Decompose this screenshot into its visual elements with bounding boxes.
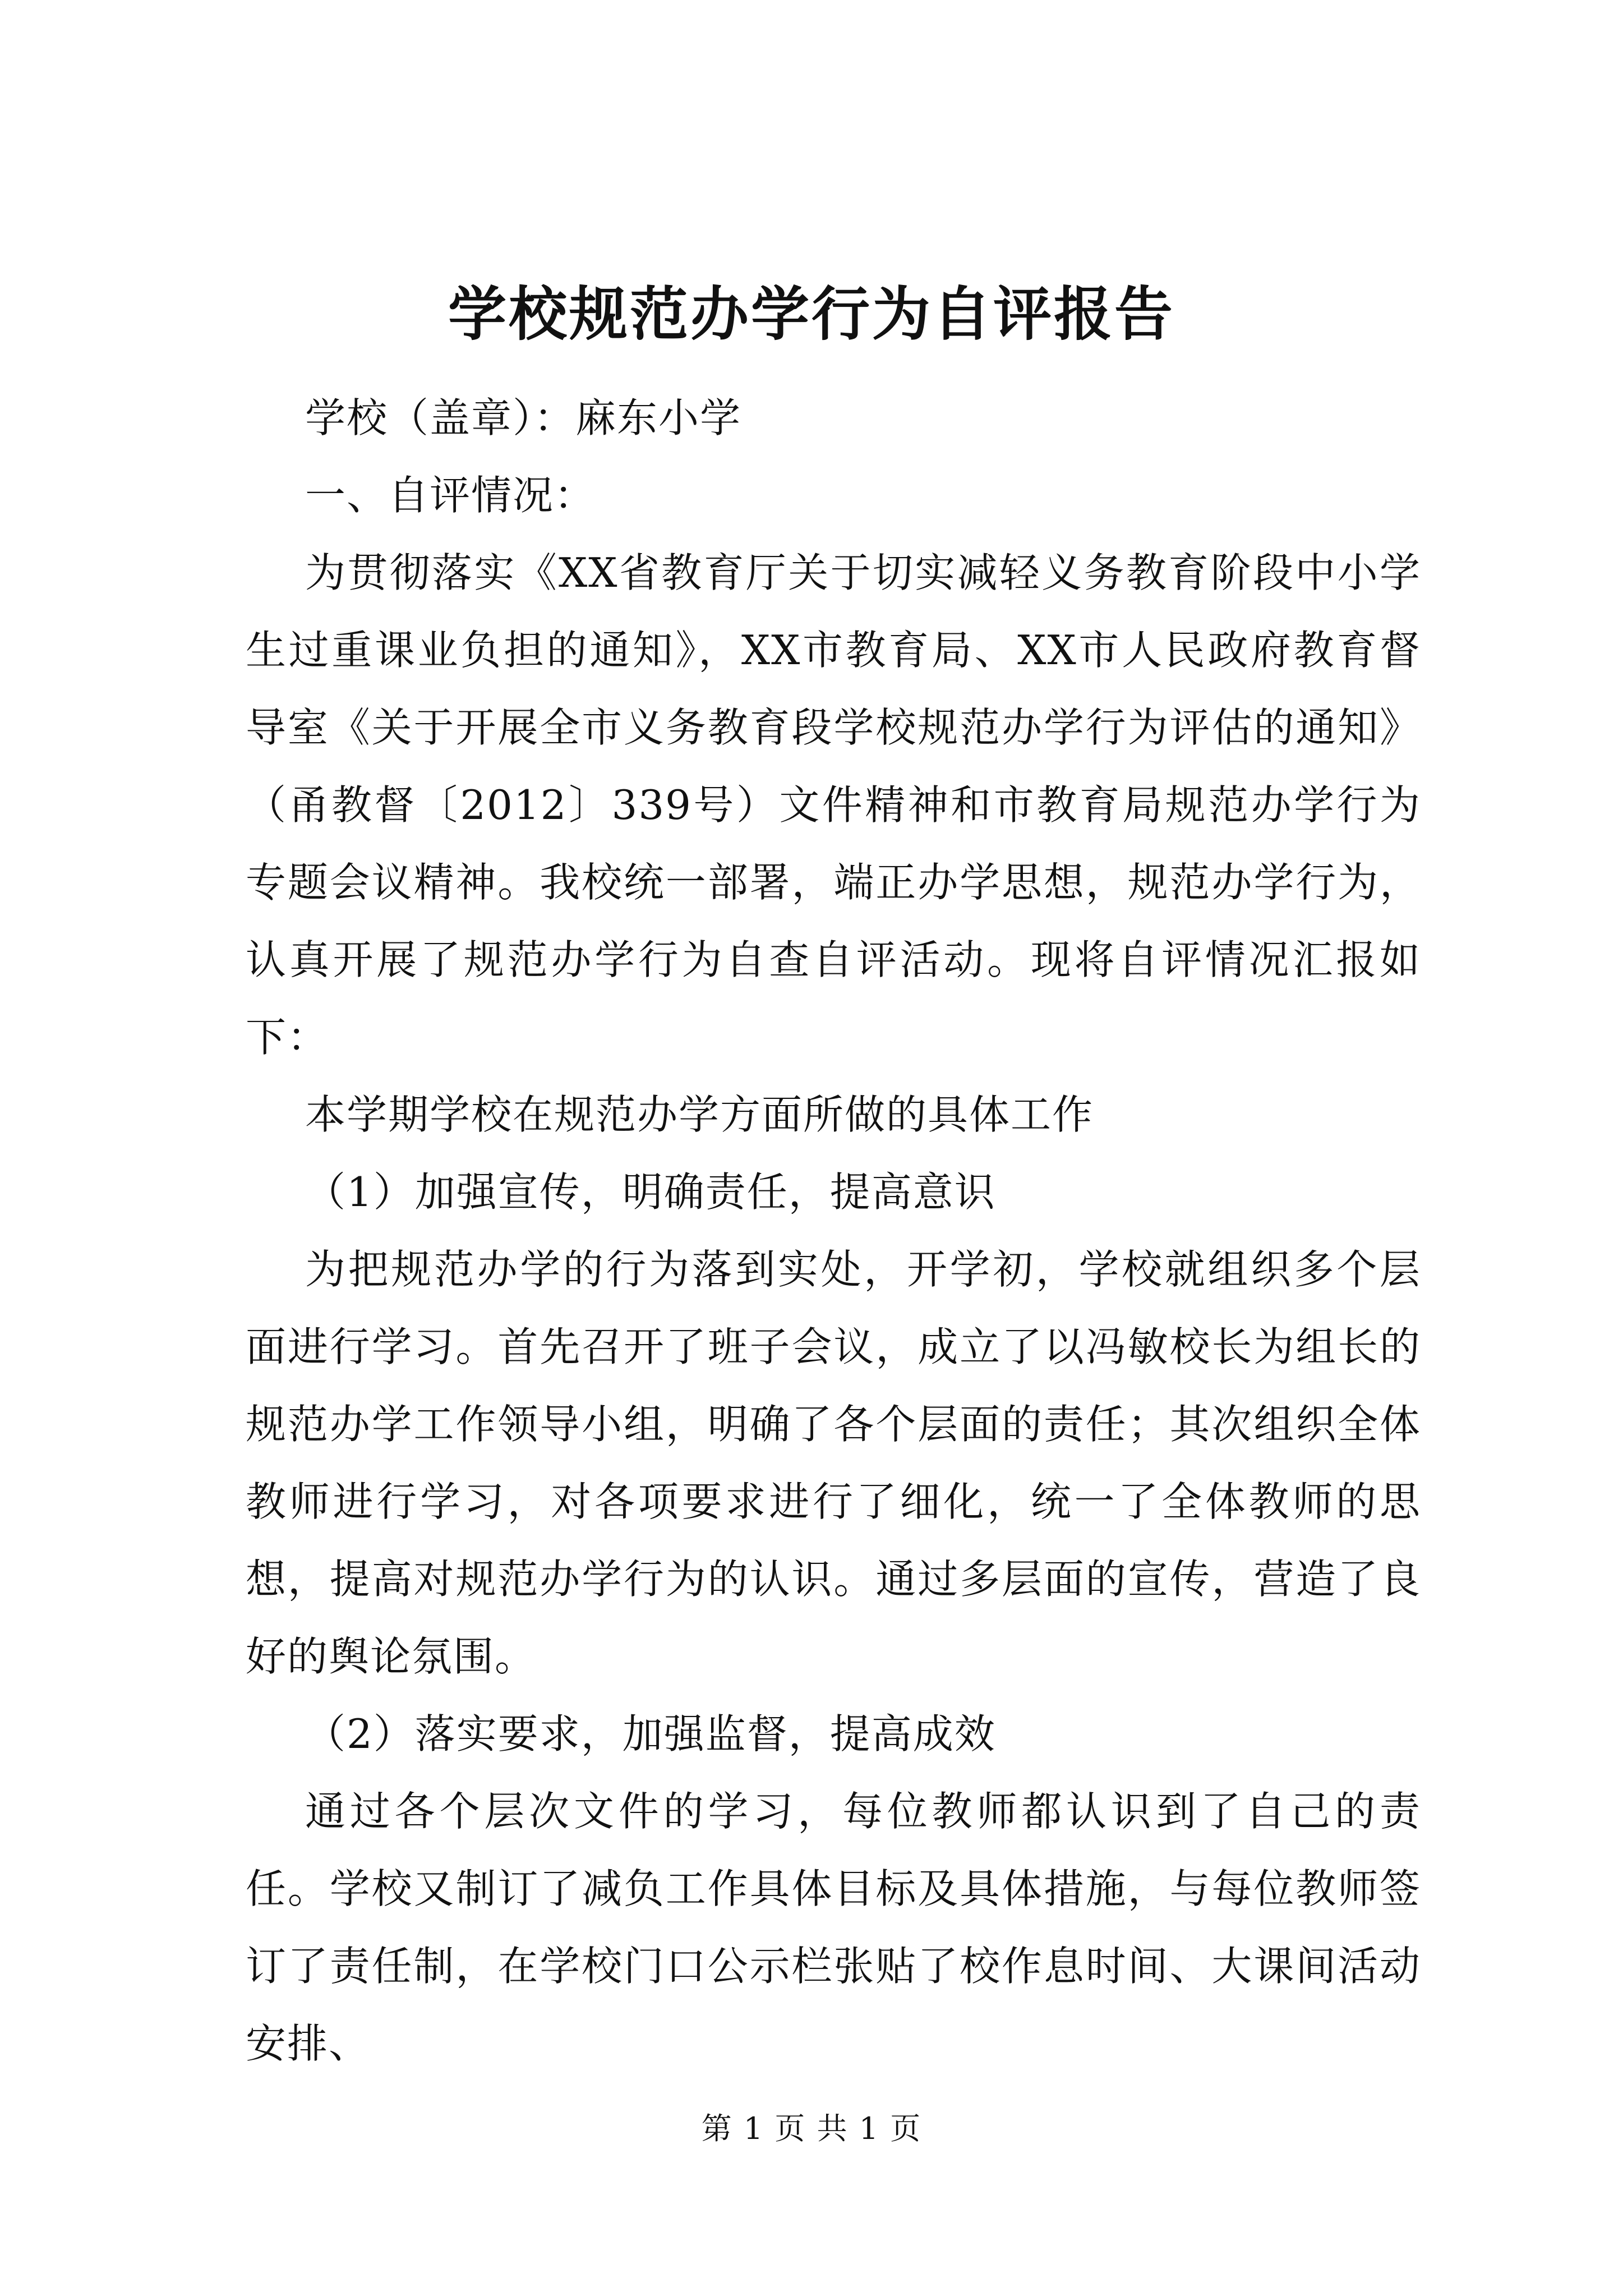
page-footer: 第 1 页 共 1 页 — [701, 2111, 922, 2146]
school-stamp-line: 学校（盖章）：麻东小学 — [305, 394, 742, 441]
paragraph-intro: 为贯彻落实《XX省教育厅关于切实减轻义务教育阶段中小学生过重课业负担的通知》，XX市教育局、XX市人民政府教育督导室《关于开展全市义务教育段学校规范办学行为评估的通知》（甬教督〔2012〕339号）文件精神和市教育局规范办学行为专题会议精神。我校统一部署，端正办学思想，规范办学行为，认真开展了规范办学行为自查自评活动。现将自评情况汇报如下： — [246, 549, 1421, 1061]
section-heading-self-evaluation: 一、自评情况： — [305, 472, 596, 519]
paragraph-publicity: 为把规范办学的行为落到实处，开学初，学校就组织多个层面进行学习。首先召开了班子会议，成立了以冯敏校长为组长的规范办学工作领导小组，明确了各个层面的责任；其次组织全体教师进行学习，对各项要求进行了细化，统一了全体教师的思想，提高对规范办学行为的认识。通过多层面的宣传，营造了良好的舆论氛围。 — [246, 1246, 1421, 1680]
document-body — [246, 379, 1421, 2082]
subheading-1: （1）加强宣传，明确责任，提高意识 — [305, 1168, 996, 1216]
paragraph-implementation: 通过各个层次文件的学习，每位教师都认识到了自己的责任。学校又制订了减负工作具体目标及具体措施，与每位教师签订了责任制，在学校门口公示栏张贴了校作息时间、大课间活动安排、 — [246, 1788, 1421, 2067]
subheading-2: （2）落实要求，加强监督，提高成效 — [305, 1710, 996, 1757]
document-title: 学校规范办学行为自评报告 — [448, 279, 1175, 348]
paragraph-semester-work: 本学期学校在规范办学方面所做的具体工作 — [305, 1091, 1094, 1138]
